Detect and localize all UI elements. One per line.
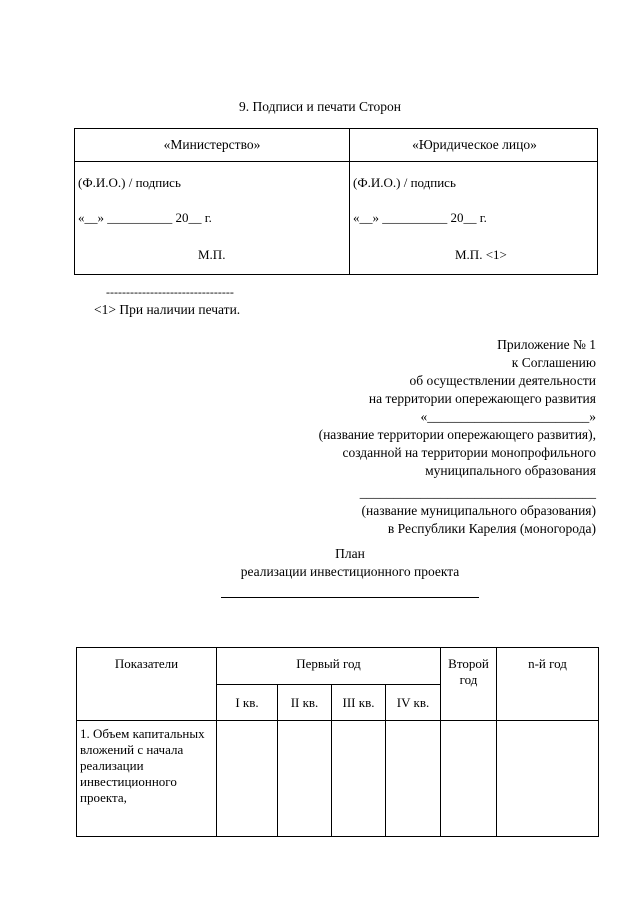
- legal-entity-name-sign: (Ф.И.О.) / подпись: [353, 175, 456, 190]
- appendix-line: «________________________»: [420, 409, 596, 424]
- appendix-line: на территории опережающего развития: [368, 391, 596, 406]
- header-first-year: Первый год: [217, 648, 441, 685]
- legal-entity-stamp: М.П. <1>: [455, 247, 507, 262]
- ministry-stamp: М.П.: [198, 247, 226, 262]
- table-cell: [278, 721, 332, 837]
- footnote-separator: --------------------------------: [106, 285, 234, 299]
- header-quarter-3: III кв.: [332, 685, 386, 721]
- appendix-line: об осуществлении деятельности: [409, 373, 596, 388]
- ministry-date: «__» __________ 20__ г.: [78, 210, 212, 225]
- plan-table: [76, 647, 599, 837]
- table-cell: [386, 721, 441, 837]
- plan-subtitle-underline: [221, 597, 479, 598]
- appendix-line: в Республики Карелия (моногорода): [387, 521, 596, 536]
- header-indicators: Показатели: [77, 648, 217, 721]
- header-quarter-4: IV кв.: [386, 685, 441, 721]
- appendix-line: Приложение № 1: [497, 337, 596, 352]
- header-quarter-2: II кв.: [278, 685, 332, 721]
- appendix-line: ___________________________________: [359, 485, 596, 500]
- signature-header-legal-entity: «Юридическое лицо»: [412, 137, 537, 152]
- table-cell: [497, 721, 599, 837]
- signatures-divider-horizontal: [75, 161, 597, 162]
- table-cell: [332, 721, 386, 837]
- appendix-line: (название муниципального образования): [361, 503, 596, 518]
- appendix-line: (название территории опережающего развития),: [318, 427, 596, 442]
- plan-title: План: [335, 546, 365, 561]
- appendix-line: к Соглашению: [511, 355, 596, 370]
- header-nth-year: n-й год: [497, 648, 599, 721]
- ministry-name-sign: (Ф.И.О.) / подпись: [78, 175, 181, 190]
- section-heading: 9. Подписи и печати Сторон: [239, 99, 401, 114]
- table-row: [77, 721, 599, 837]
- legal-entity-date: «__» __________ 20__ г.: [353, 210, 487, 225]
- header-second-year: Второй год: [441, 648, 497, 721]
- row-label: 1. Объем капитальных вложений с начала реализации инвестиционного проекта,: [77, 721, 217, 837]
- table-cell: [217, 721, 278, 837]
- plan-subtitle: реализации инвестиционного проекта: [240, 564, 460, 579]
- signatures-table: [74, 128, 598, 275]
- footnote-text: <1> При наличии печати.: [94, 302, 241, 317]
- appendix-line: муниципального образования: [425, 463, 596, 478]
- appendix-block: [176, 336, 596, 538]
- appendix-line: созданной на территории монопрофильного: [342, 445, 596, 460]
- header-quarter-1: I кв.: [217, 685, 278, 721]
- table-cell: [441, 721, 497, 837]
- signature-header-ministry: «Министерство»: [163, 137, 261, 152]
